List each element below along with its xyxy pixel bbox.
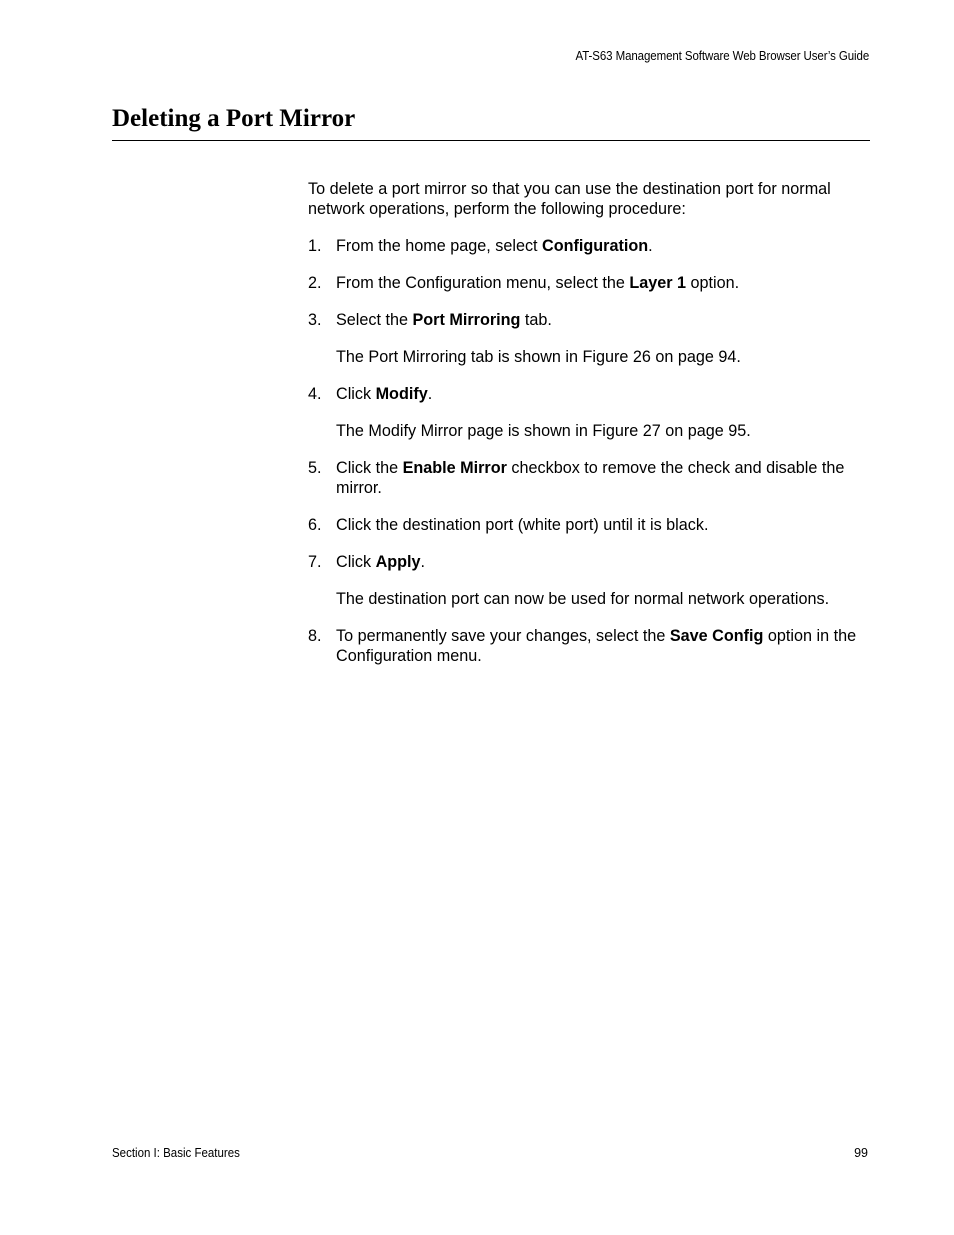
step-5 [308, 458, 878, 498]
step-number: 5. [308, 459, 322, 477]
option-save-config: Save Config [669, 627, 764, 645]
step-number: 7. [308, 553, 322, 571]
intro-paragraph: To delete a port mirror so that you can use the destination port for normal network operations, perform the following procedure: [308, 180, 831, 218]
step-1 [308, 236, 878, 256]
title-rule [112, 140, 870, 141]
step-text: Click the Enable Mirror checkbox to remove the check and disable the mirror. [336, 459, 845, 497]
step-text: Click Modify. [336, 385, 433, 403]
step-text: Click Apply. [336, 553, 426, 571]
tab-port-mirroring: Port Mirroring [412, 311, 521, 329]
step-3 [308, 310, 878, 330]
step-7 [308, 552, 878, 572]
step-text: To permanently save your changes, select the Save Config option in the Configuration menu. [336, 627, 857, 665]
running-header: AT-S63 Management Software Web Browser User’s Guide [575, 49, 869, 63]
menu-item-configuration: Configuration [542, 237, 649, 255]
step-number: 6. [308, 516, 322, 534]
step-note: The destination port can now be used for normal network operations. [336, 590, 830, 608]
procedure-body [308, 179, 878, 683]
page-number: 99 [854, 1146, 868, 1160]
checkbox-enable-mirror: Enable Mirror [402, 459, 507, 477]
section-title: Deleting a Port Mirror [112, 105, 356, 132]
button-modify: Modify [375, 385, 428, 403]
step-6 [308, 515, 878, 535]
step-number: 1. [308, 237, 322, 255]
option-layer-1: Layer 1 [629, 274, 687, 292]
step-number: 3. [308, 311, 322, 329]
step-number: 4. [308, 385, 322, 403]
step-text: From the home page, select Configuration. [336, 237, 653, 255]
button-apply: Apply [375, 553, 421, 571]
step-note: The Modify Mirror page is shown in Figure 27 on page 95. [336, 422, 751, 440]
step-number: 8. [308, 627, 322, 645]
step-2 [308, 273, 878, 293]
step-text: Select the Port Mirroring tab. [336, 311, 552, 329]
step-number: 2. [308, 274, 322, 292]
step-4 [308, 384, 878, 404]
step-text: From the Configuration menu, select the Layer 1 option. [336, 274, 740, 292]
step-note: The Port Mirroring tab is shown in Figure 26 on page 94. [336, 348, 741, 366]
step-8 [308, 626, 878, 666]
footer-section-label: Section I: Basic Features [112, 1146, 240, 1160]
step-text: Click the destination port (white port) until it is black. [336, 516, 709, 534]
